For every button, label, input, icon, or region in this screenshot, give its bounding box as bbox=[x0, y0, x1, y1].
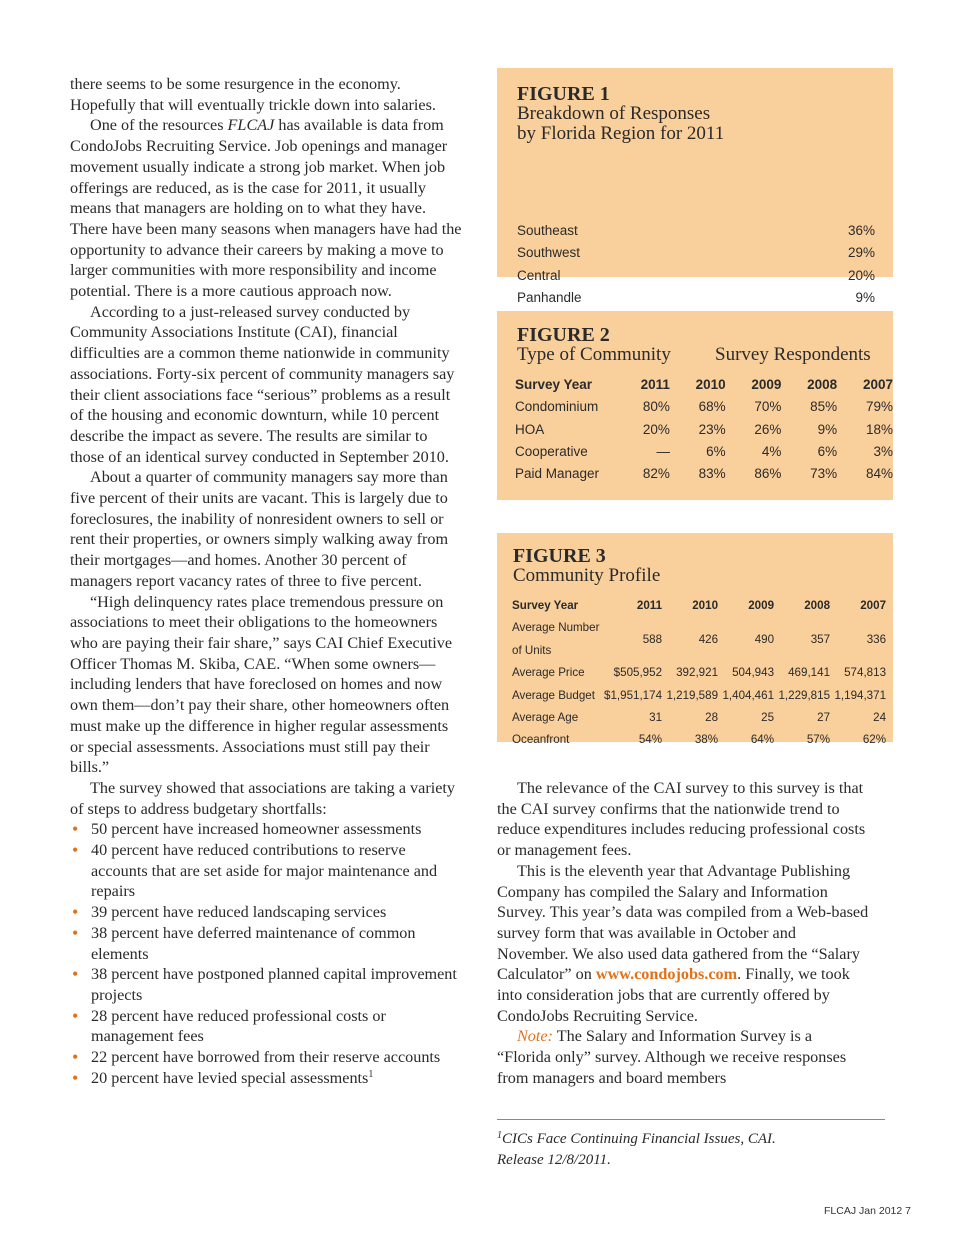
list-item bbox=[70, 923, 465, 964]
region-value: 9% bbox=[855, 290, 875, 306]
footnote-reference: 1 bbox=[368, 1068, 374, 1080]
bullet-list bbox=[70, 819, 465, 1088]
table-cell: $505,952 bbox=[613, 666, 663, 680]
table-cell: 1,229,815 bbox=[778, 688, 831, 702]
list-item bbox=[70, 964, 465, 1005]
table-cell: 588 bbox=[642, 632, 663, 646]
footnote-divider bbox=[497, 1119, 885, 1120]
table-cell: 54% bbox=[638, 733, 663, 747]
bullet-icon: • bbox=[72, 902, 79, 923]
article-right-column bbox=[497, 778, 869, 1089]
paragraph-text: . Finally, we took into consideration jobs that are currently offered by CondoJobs Recruiting Service. bbox=[497, 965, 850, 1025]
table-cell: 57% bbox=[806, 733, 831, 747]
row-label: Paid Manager bbox=[515, 466, 600, 482]
table-cell: 79% bbox=[865, 399, 893, 415]
column-header: Survey Year bbox=[512, 599, 579, 612]
list-item bbox=[70, 840, 465, 902]
figure-3-title: FIGURE 3 bbox=[513, 545, 606, 567]
row-label: Average Budget bbox=[512, 688, 595, 702]
footnote bbox=[497, 1129, 885, 1171]
table-cell: 83% bbox=[698, 466, 726, 482]
table-row bbox=[512, 685, 886, 707]
paragraph: “High delinquency rates place tremendous pressure on associations to meet their obligations to the homeowners who are paying their fair share,” says CAI Chief Executive Officer Thomas M. Skiba, CAE. “When some owners—including lenders that have foreclosed on homes and now own them—don’t pay their share, other homeowners often must make up the difference in higher regular assessments or special assessments. Associations must still pay their bills.” bbox=[70, 592, 453, 777]
table-cell: 490 bbox=[754, 632, 775, 646]
table-cell: 26% bbox=[754, 421, 782, 437]
table-cell: 6% bbox=[706, 443, 726, 459]
bullet-icon: • bbox=[72, 819, 79, 840]
list-item-text: 20 percent have levied special assessments bbox=[91, 1068, 369, 1087]
table-row bbox=[512, 707, 886, 729]
table-cell: 68% bbox=[698, 399, 726, 415]
row-label: Condominium bbox=[515, 399, 599, 415]
region-label: Panhandle bbox=[517, 290, 582, 306]
column-header: 2008 bbox=[804, 599, 831, 612]
table-cell: 24 bbox=[873, 711, 887, 725]
figure-3-box bbox=[497, 533, 893, 747]
paragraph-text: has available is data from CondoJobs Recruiting Service. Job openings and manager movement usually indicate a strong job market. When job offerings are reduced, as is the case for 2011, it usually means that managers are holding on to what they have. There have been many seasons when managers have had the opportunity to advance their careers by making a move to larger communities with more responsibility and income potential. There is a more cautious approach now. bbox=[70, 116, 462, 301]
figure-1-header bbox=[517, 84, 724, 144]
column-header: 2011 bbox=[640, 377, 670, 392]
bullet-icon: • bbox=[72, 922, 79, 943]
list-item-text: 50 percent have increased homeowner assessments bbox=[91, 820, 422, 839]
table-cell: — bbox=[656, 443, 670, 459]
row-label: Average Number of Units bbox=[512, 621, 600, 657]
table-cell: 18% bbox=[865, 421, 893, 437]
list-item bbox=[70, 1047, 465, 1068]
paragraph bbox=[497, 1026, 869, 1088]
paragraph: there seems to be some resurgence in the economy. Hopefully that will eventually trickle down into salaries. bbox=[70, 75, 436, 114]
table-header-row bbox=[515, 374, 893, 396]
paragraph bbox=[497, 861, 869, 1027]
paragraph bbox=[70, 115, 465, 301]
footnote-line bbox=[497, 1129, 885, 1150]
row-label: Average Price bbox=[512, 666, 585, 680]
table-cell: 84% bbox=[865, 466, 893, 482]
column-header: Survey Year bbox=[515, 377, 593, 392]
row-label: Oceanfront bbox=[512, 733, 570, 747]
figure-3-table bbox=[512, 595, 886, 752]
table-cell: 20% bbox=[642, 421, 670, 437]
table-row bbox=[517, 265, 875, 287]
table-cell: 1,194,371 bbox=[834, 688, 887, 702]
footnote-line: Release 12/8/2011. bbox=[497, 1152, 611, 1168]
table-cell: 9% bbox=[817, 421, 838, 437]
survey-respondents-label: Survey Respondents bbox=[715, 344, 871, 365]
table-cell: 426 bbox=[698, 632, 719, 646]
table-row bbox=[515, 441, 893, 463]
table-cell: 23% bbox=[698, 421, 726, 437]
region-label: Central bbox=[517, 267, 561, 283]
figure-1-subtitle: by Florida Region for 2011 bbox=[517, 123, 725, 144]
table-cell: 62% bbox=[862, 733, 887, 747]
bullet-icon: • bbox=[72, 964, 79, 985]
list-item-text: 40 percent have reduced contributions to reserve accounts that are set aside for major maintenance and repairs bbox=[91, 841, 438, 901]
table-cell: 1,219,589 bbox=[666, 688, 719, 702]
table-cell: 336 bbox=[866, 632, 887, 646]
row-label: Cooperative bbox=[515, 443, 588, 459]
column-header: 2007 bbox=[862, 377, 893, 392]
table-cell: 1,404,461 bbox=[722, 688, 775, 702]
table-cell: 31 bbox=[649, 711, 663, 725]
list-item-text: 38 percent have deferred maintenance of common elements bbox=[91, 923, 416, 963]
bullet-icon: • bbox=[72, 1005, 79, 1026]
footnote-mark: 1 bbox=[497, 1130, 502, 1141]
table-header-row bbox=[512, 595, 886, 617]
list-item bbox=[70, 1006, 465, 1047]
figure-2-title: FIGURE 2 bbox=[517, 324, 610, 346]
region-value: 36% bbox=[847, 223, 875, 238]
column-header: 2009 bbox=[748, 599, 775, 612]
paragraph: According to a just-released survey conducted by Community Associations Institute (CAI), financial difficulties are a common theme nationwide in community associations. Forty-six percent of community managers say their client associations face “serious” problems as a result of the housing and economic downturn, while 10 percent describe the impact as severe. The results are similar to those of an identical survey conducted in September 2010. bbox=[70, 302, 455, 466]
publication-name: FLCAJ bbox=[227, 116, 275, 135]
table-row bbox=[515, 463, 893, 485]
column-header: 2009 bbox=[751, 377, 782, 392]
table-cell: $1,951,174 bbox=[604, 688, 663, 702]
table-row bbox=[517, 287, 875, 309]
figure-1-box bbox=[497, 68, 893, 306]
table-cell: 357 bbox=[810, 632, 831, 646]
table-cell: 504,943 bbox=[732, 666, 775, 680]
list-item bbox=[70, 819, 465, 840]
page-footer: FLCAJ Jan 2012 7 bbox=[824, 1205, 911, 1217]
article-left-column bbox=[70, 74, 465, 1088]
region-label: Southeast bbox=[517, 223, 578, 238]
table-row bbox=[517, 242, 875, 264]
bullet-icon: • bbox=[72, 1047, 79, 1068]
table-row bbox=[512, 662, 886, 684]
list-item-text: 22 percent have borrowed from their reserve accounts bbox=[91, 1048, 441, 1067]
region-label: Southwest bbox=[517, 245, 581, 261]
figure-3-header bbox=[513, 546, 660, 586]
region-value: 29% bbox=[847, 245, 875, 261]
paragraph-text: One of the resources bbox=[90, 116, 228, 135]
list-item-text: 38 percent have postponed planned capital improvement projects bbox=[91, 965, 457, 1004]
table-cell: 38% bbox=[694, 733, 719, 747]
table-cell: 28 bbox=[705, 711, 719, 725]
bullet-icon: • bbox=[72, 840, 79, 861]
table-cell: 86% bbox=[754, 466, 782, 482]
table-row bbox=[515, 419, 893, 441]
column-header: 2010 bbox=[692, 599, 719, 612]
figure-1-subtitle: Breakdown of Responses bbox=[517, 103, 711, 124]
figure-2-subtitle: Type of Community bbox=[517, 344, 671, 365]
table-row bbox=[512, 729, 886, 751]
footnote-text: CICs Face Continuing Financial Issues, CAI. bbox=[502, 1131, 776, 1147]
paragraph: The survey showed that associations are taking a variety of steps to address budgetary shortfalls: bbox=[70, 778, 456, 818]
table-cell: 3% bbox=[873, 443, 893, 459]
table-row bbox=[512, 617, 886, 662]
row-label: Average Age bbox=[512, 711, 579, 725]
table-cell: 82% bbox=[642, 466, 670, 482]
list-item-text: 39 percent have reduced landscaping services bbox=[91, 903, 387, 922]
paragraph: About a quarter of community managers say more than five percent of their units are vacant. This is largely due to foreclosures, the inability of nonresident owners to sell or rent their properties, or owners simply walking away from their mortgages—and homes. Another 30 percent of managers report vacancy rates of three to five percent. bbox=[70, 468, 449, 590]
list-item bbox=[70, 902, 465, 923]
table-cell: 64% bbox=[750, 733, 775, 747]
list-item bbox=[70, 1068, 465, 1089]
table-cell: 574,813 bbox=[844, 666, 887, 680]
column-header: 2007 bbox=[860, 599, 887, 612]
figure-2-box bbox=[497, 311, 893, 500]
paragraph: The relevance of the CAI survey to this survey is that the CAI survey confirms that the nationwide trend to reduce expenditures includes reducing professional costs or management fees. bbox=[497, 779, 866, 860]
region-value: 20% bbox=[847, 267, 875, 283]
table-row bbox=[517, 220, 875, 242]
column-header: 2011 bbox=[636, 599, 663, 612]
figure-2-table bbox=[515, 374, 893, 485]
bullet-icon: • bbox=[72, 1067, 79, 1088]
note-label: Note: bbox=[517, 1027, 553, 1046]
paragraph-text: The Salary and Information Survey is a “Florida only” survey. Although we receive responses from managers and board members bbox=[497, 1027, 847, 1087]
table-cell: 392,921 bbox=[676, 666, 719, 680]
table-cell: 469,141 bbox=[788, 666, 831, 680]
table-cell: 85% bbox=[810, 399, 838, 415]
column-header: 2010 bbox=[695, 377, 726, 392]
table-cell: 70% bbox=[754, 399, 782, 415]
condojobs-link[interactable]: www.condojobs.com bbox=[595, 965, 738, 984]
row-label: HOA bbox=[515, 421, 545, 437]
table-cell: 27 bbox=[817, 711, 831, 725]
column-header: 2008 bbox=[807, 377, 838, 392]
table-cell: 4% bbox=[761, 443, 782, 459]
paragraph-text: This is the eleventh year that Advantage Publishing Company has compiled the Salary and Information Survey. This year’s data was compiled from a Web-based survey form that was available in October and November. We also used data gathered from the “Salary Calculator” on bbox=[497, 861, 869, 984]
list-item-text: 28 percent have reduced professional costs or management fees bbox=[91, 1006, 386, 1046]
table-cell: 73% bbox=[810, 466, 838, 482]
figure-3-subtitle: Community Profile bbox=[513, 565, 661, 586]
table-cell: 25 bbox=[761, 711, 775, 725]
table-cell: 6% bbox=[817, 443, 838, 459]
figure-1-title: FIGURE 1 bbox=[517, 83, 610, 105]
table-cell: 80% bbox=[642, 399, 670, 415]
table-row bbox=[515, 396, 893, 418]
